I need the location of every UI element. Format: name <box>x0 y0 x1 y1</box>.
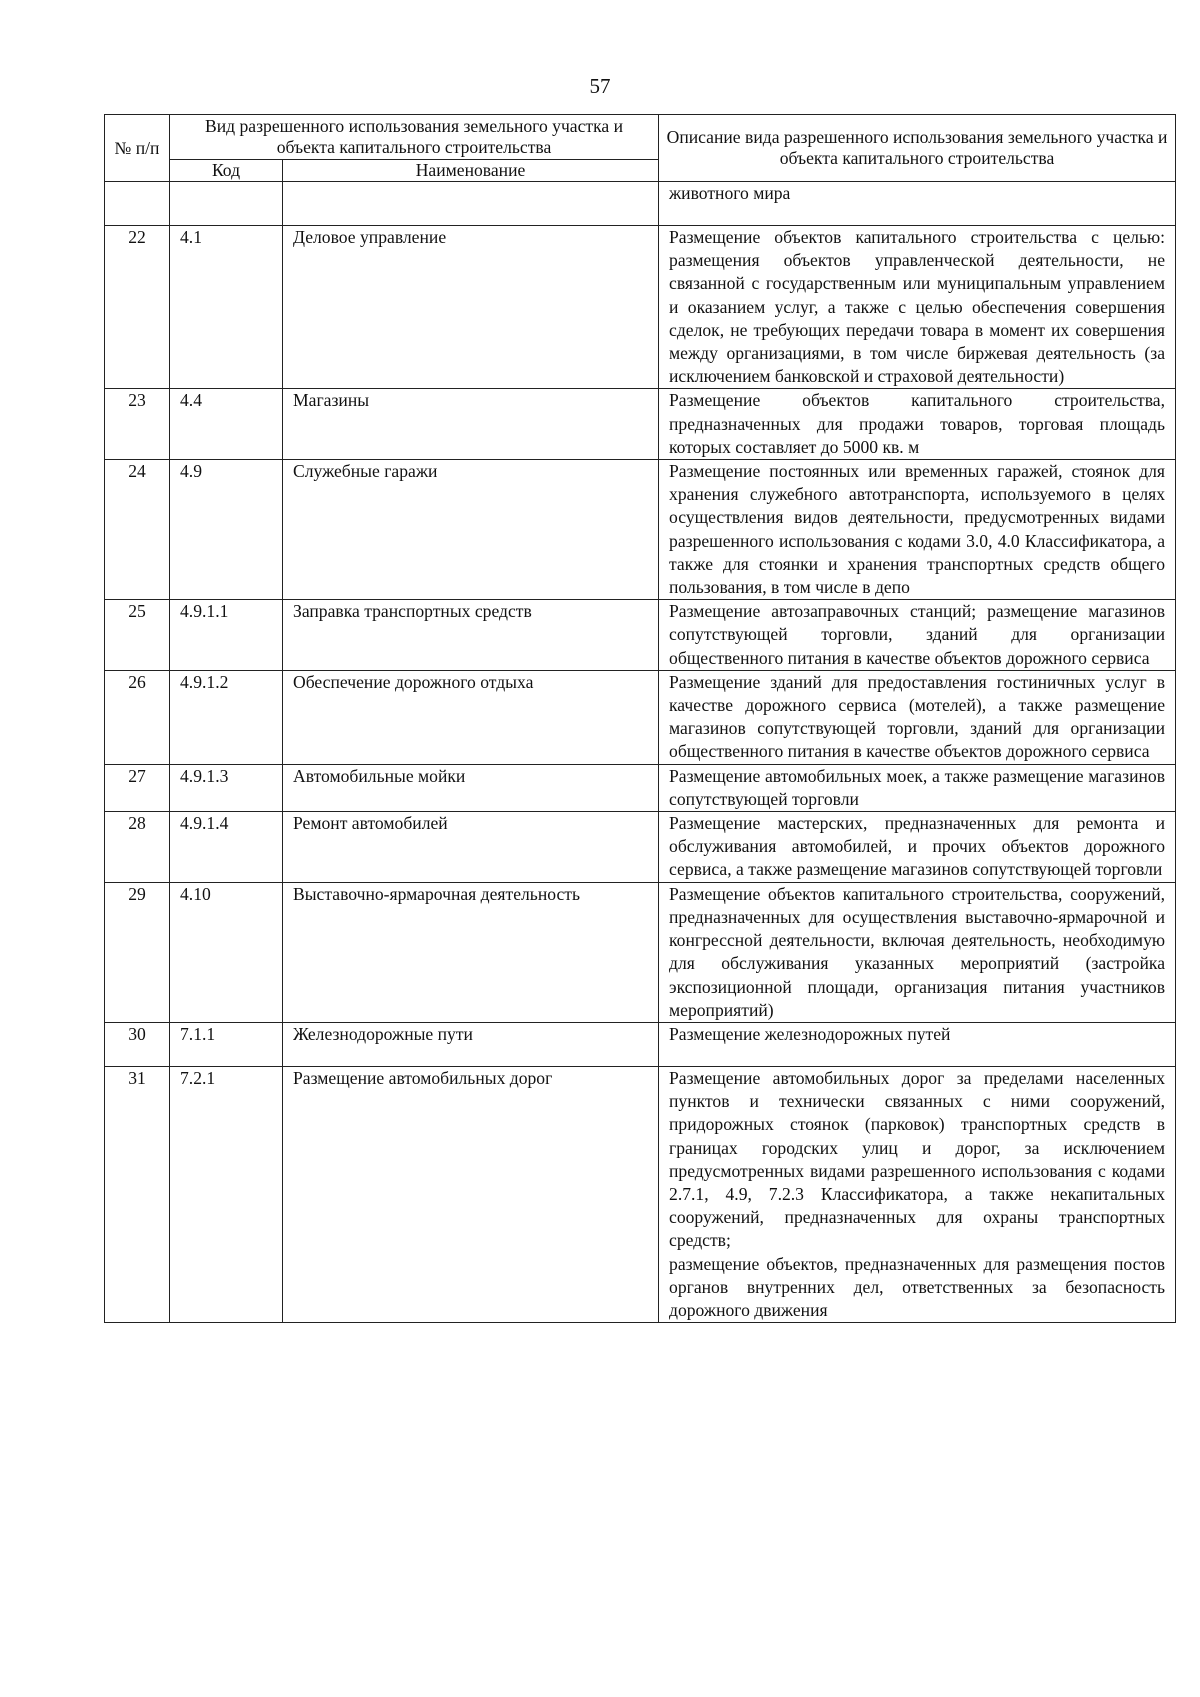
page-number: 57 <box>589 74 611 98</box>
row-code: 4.9.1.3 <box>170 764 283 811</box>
table-row <box>105 182 1176 226</box>
row-name: Выставочно-ярмарочная деятельность <box>283 882 659 1022</box>
row-number: 24 <box>105 460 170 600</box>
row-name: Железнодорожные пути <box>283 1022 659 1066</box>
row-code: 4.4 <box>170 389 283 460</box>
row-description <box>659 1066 1176 1322</box>
row-number <box>105 182 170 226</box>
row-number: 23 <box>105 389 170 460</box>
table-row <box>105 460 1176 600</box>
row-name: Заправка транспортных средств <box>283 600 659 671</box>
land-use-table <box>104 114 1176 1323</box>
header-row-number: № п/п <box>105 115 170 182</box>
row-description-part-1: Размещение автомобильных дорог за пределами населенных пунктов и технически связанных с ними сооружений, придорожных стоянок (парковок) транспортных средств в границах городских улиц и дорог, за исключением предусмотренных видами разрешенного использования с кодами 2.7.1, 4.9, 7.2.3 Классификатора, а также некапитальных сооружений, предназначенных для охраны транспортных средств; <box>669 1067 1166 1251</box>
row-number: 25 <box>105 600 170 671</box>
table-row <box>105 1066 1176 1322</box>
row-number: 26 <box>105 670 170 764</box>
row-name: Обеспечение дорожного отдыха <box>283 670 659 764</box>
table-row <box>105 764 1176 811</box>
row-code: 4.9.1.4 <box>170 812 283 883</box>
table-row <box>105 670 1176 764</box>
row-description: Размещение мастерских, предназначенных для ремонта и обслуживания автомобилей, и прочих объектов дорожного сервиса, а также размещение магазинов сопутствующей торговли <box>659 812 1176 883</box>
row-description: Размещение объектов капитального строительства, сооружений, предназначенных для осуществления выставочно-ярмарочной и конгрессной деятельности, включая деятельность, необходимую для обслуживания указанных мероприятий (застройка экспозиционной площади, организация питания участников мероприятий) <box>659 882 1176 1022</box>
row-name: Размещение автомобильных дорог <box>283 1066 659 1322</box>
row-name: Служебные гаражи <box>283 460 659 600</box>
row-code: 4.9.1.2 <box>170 670 283 764</box>
table-row <box>105 812 1176 883</box>
header-description: Описание вида разрешенного использования земельного участка и объекта капитального строительства <box>659 115 1176 182</box>
row-name: Деловое управление <box>283 226 659 389</box>
row-code: 4.9.1.1 <box>170 600 283 671</box>
row-name: Магазины <box>283 389 659 460</box>
row-number: 22 <box>105 226 170 389</box>
table-row <box>105 600 1176 671</box>
row-code: 4.1 <box>170 226 283 389</box>
row-description: Размещение железнодорожных путей <box>659 1022 1176 1066</box>
row-description: Размещение объектов капитального строительства с целью: размещения объектов управленческой деятельности, не связанной с государственным или муниципальным управлением и оказанием услуг, а также с целью обеспечения совершения сделок, не требующих передачи товара в момент их совершения между организациями, в том числе биржевая деятельность (за исключением банковской и страховой деятельности) <box>659 226 1176 389</box>
row-description: Размещение автомобильных моек, а также размещение магазинов сопутствующей торговли <box>659 764 1176 811</box>
row-number: 29 <box>105 882 170 1022</box>
row-description: Размещение постоянных или временных гаражей, стоянок для хранения служебного автотранспорта, используемого в целях осуществления видов деятельности, предусмотренных видами разрешенного использования с кодами 3.0, 4.0 Классификатора, а также для стоянки и хранения транспортных средств общего пользования, в том числе в депо <box>659 460 1176 600</box>
row-number: 27 <box>105 764 170 811</box>
row-code: 4.10 <box>170 882 283 1022</box>
row-name: Автомобильные мойки <box>283 764 659 811</box>
row-description-part-2: размещение объектов, предназначенных для размещения постов органов внутренних дел, ответственных за безопасность дорожного движения <box>669 1253 1166 1320</box>
header-code: Код <box>170 160 283 182</box>
row-code: 7.2.1 <box>170 1066 283 1322</box>
row-description: Размещение зданий для предоставления гостиничных услуг в качестве дорожного сервиса (мотелей), а также размещение магазинов сопутствующей торговли, зданий для организации общественного питания в качестве объектов дорожного сервиса <box>659 670 1176 764</box>
row-name <box>283 182 659 226</box>
table-row <box>105 882 1176 1022</box>
row-number: 30 <box>105 1022 170 1066</box>
row-number: 28 <box>105 812 170 883</box>
row-number: 31 <box>105 1066 170 1322</box>
table-row <box>105 1022 1176 1066</box>
row-code: 7.1.1 <box>170 1022 283 1066</box>
row-code <box>170 182 283 226</box>
row-description: Размещение автозаправочных станций; размещение магазинов сопутствующей торговли, зданий для организации общественного питания в качестве объектов дорожного сервиса <box>659 600 1176 671</box>
header-name: Наименование <box>283 160 659 182</box>
table-row <box>105 226 1176 389</box>
header-use-type: Вид разрешенного использования земельного участка и объекта капитального строительства <box>170 115 659 160</box>
row-name: Ремонт автомобилей <box>283 812 659 883</box>
table-row <box>105 389 1176 460</box>
row-description: животного мира <box>659 182 1176 226</box>
row-code: 4.9 <box>170 460 283 600</box>
row-description: Размещение объектов капитального строительства, предназначенных для продажи товаров, торговая площадь которых составляет до 5000 кв. м <box>659 389 1176 460</box>
